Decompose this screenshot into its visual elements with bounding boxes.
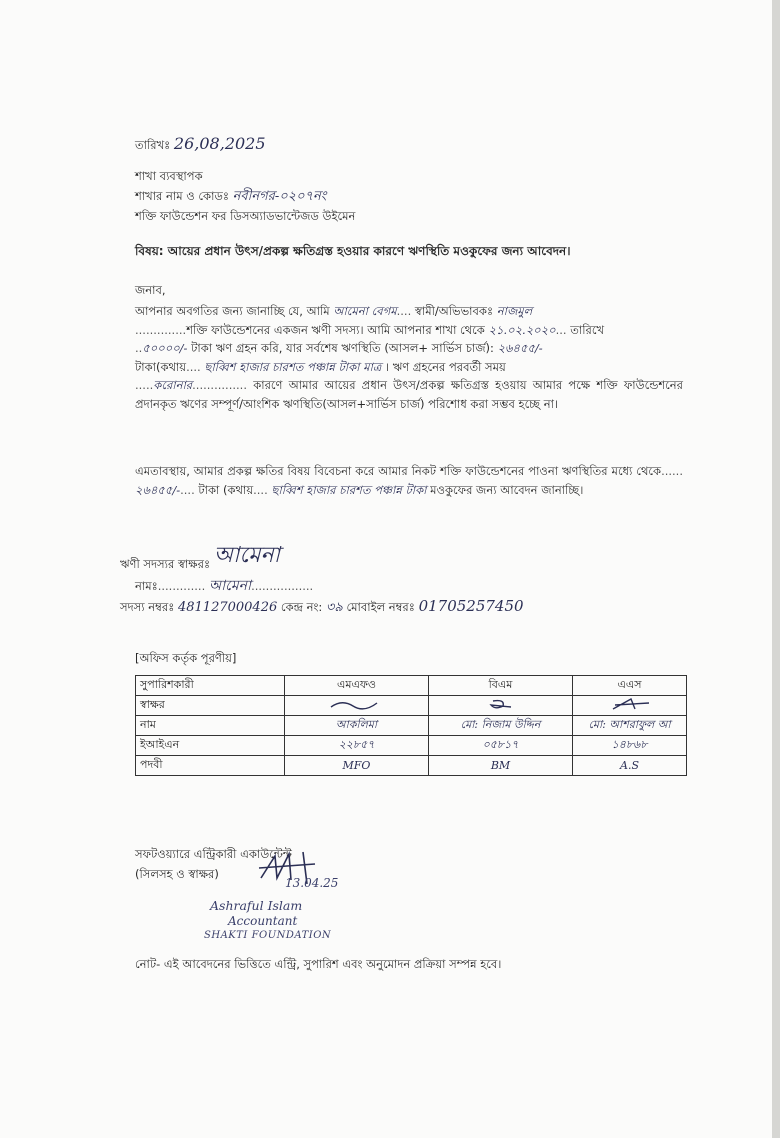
- p1-text-a: আপনার অবগতির জন্য জানাচ্ছি যে, আমি: [135, 304, 330, 318]
- p1-text-e: টাকা(কথায়: [135, 359, 187, 374]
- stamp-name: Ashraful Islam: [210, 898, 303, 913]
- page-edge: [772, 0, 780, 1138]
- p1-text-g: কারণে আমার আয়ের প্রধান উৎস/প্রকল্প ক্ষতিগ্রস্ত হওয়ায় আমার পক্ষে শক্তি ফাউন্ডেশনের প্রদানকৃত ঋণের সম্পূর্ণ/আংশিক ঋণস্থিতি(আসল+সার্ভিস চার্জ) পরিশোধ করা সম্ভব হচ্ছে না।: [135, 378, 683, 411]
- office-caption: [অফিস কর্তৃক পূরণীয়]: [135, 651, 237, 665]
- ein-as: ১৪৮৬৮: [573, 736, 687, 756]
- header-recommender: সুপারিশকারী: [136, 676, 285, 696]
- body-paragraph-1: আপনার অবগতির জন্য জানাচ্ছি যে, আমি আমেনা বেগম.... স্বামী/অভিভাবকঃ নাজমুল ..............শক্তি ফাউন্ডেশনের একজন ঋণী সদস্য। আমি আপনার শাখা থেকে ২১.০২.২০২০... তারিখে ..৫০০০০/- টাকা ঋণ গ্রহন করি, যার সর্বশেষ ঋণস্থিতি (আসল+ সার্ভিস চার্জ): ২৬৪৫৫/- টাকা(কথায়.... ছাব্বিশ হাজার চারশত পঞ্চান্ন টাকা মাত্র । ঋণ গ্রহনের পরবর্তী সময় .....করোনার............... কারণে আমার আয়ের প্রধান উৎস/প্রকল্প ক্ষতিগ্রস্ত হওয়ায় আমার পক্ষে শক্তি ফাউন্ডেশনের প্রদানকৃত ঋণের সম্পূর্ণ/আংশিক ঋণস্থিতি(আসল+সার্ভিস চার্জ) পরিশোধ করা সম্ভব হচ্ছে না।: [135, 304, 683, 411]
- office-row-signature: [136, 696, 687, 716]
- header-mfo: এমএফও: [285, 676, 429, 696]
- guardian-label: স্বামী/অভিভাবকঃ: [414, 304, 494, 318]
- designation-mfo: MFO: [285, 756, 429, 776]
- outstanding-words-fill: ছাব্বিশ হাজার চারশত পঞ্চান্ন টাকা মাত্র: [204, 359, 382, 374]
- member-no-value: 481127000426: [177, 600, 278, 615]
- applicant-signature: আমেনা: [213, 543, 280, 568]
- accountant-title: সফটওয়্যারে এন্ট্রিকারী একাউন্টেন্ট: [135, 847, 292, 861]
- row-label: পদবী: [136, 756, 285, 776]
- name-as: মো: আশরাফুল আ: [573, 716, 687, 736]
- designation-as: A.S: [573, 756, 687, 776]
- org-name: শক্তি ফাউন্ডেশন ফর ডিসঅ্যাডভান্টেজড উইমেন: [135, 209, 356, 223]
- p1-text-d: টাকা ঋণ গ্রহন করি, যার সর্বশেষ ঋণস্থিতি (আসল+ সার্ভিস চার্জ):: [191, 341, 494, 355]
- reason-fill: করোনার: [153, 378, 193, 392]
- waiver-amount-fill: ২৬৪৫৫/-: [135, 482, 181, 497]
- stamp-org: SHAKTI FOUNDATION: [204, 930, 332, 941]
- signature-mfo: [285, 696, 429, 716]
- applicant-name-value: আমেনা: [208, 578, 252, 594]
- p2-text-a: এমতাবস্থায়, আমার প্রকল্প ক্ষতির বিষয় বিবেচনা করে আমার নিকট শক্তি ফাউন্ডেশনের পাওনা ঋণস্থিতির মধ্যে থেকে: [135, 464, 662, 478]
- mobile-value: 01705257450: [418, 597, 524, 615]
- body-paragraph-2: এমতাবস্থায়, আমার প্রকল্প ক্ষতির বিষয় বিবেচনা করে আমার নিকট শক্তি ফাউন্ডেশনের পাওনা ঋণস্থিতির মধ্যে থেকে...... ২৬৪৫৫/-.... টাকা (কথায়.... ছাব্বিশ হাজার চারশত পঞ্চান্ন টাকা মওকুফের জন্য আবেদন জানাচ্ছি।: [135, 464, 683, 497]
- designation-bm: BM: [429, 756, 573, 776]
- row-label: স্বাক্ষর: [136, 696, 285, 716]
- p1-text-b: শক্তি ফাউন্ডেশনের একজন ঋণী সদস্য। আমি আপনার শাখা থেকে: [186, 322, 485, 337]
- applicant-name-label: নামঃ: [135, 579, 158, 593]
- recipient-title: শাখা ব্যবস্থাপক: [135, 169, 203, 183]
- header-as: এএস: [573, 676, 687, 696]
- date-line: [135, 136, 266, 153]
- office-row-designation: [136, 756, 687, 776]
- note-line: নোট- এই আবেদনের ভিত্তিতে এন্ট্রি, সুপারিশ এবং অনুমোদন প্রক্রিয়া সম্পন্ন হবে।: [135, 957, 502, 971]
- p1-text-c: তারিখে: [570, 322, 605, 337]
- salutation: জনাব,: [135, 283, 166, 297]
- applicant-sign-label: ঋণী সদস্যর স্বাক্ষরঃ: [120, 557, 211, 571]
- branch-line: [135, 188, 326, 205]
- office-row-ein: [136, 736, 687, 756]
- header-bm: বিএম: [429, 676, 573, 696]
- loan-amount-fill: ৫০০০০/-: [142, 341, 188, 355]
- member-no-label: সদস্য নম্বরঃ: [120, 600, 175, 614]
- center-label: কেন্দ্র নং:: [280, 600, 323, 614]
- date-label: তারিখঃ: [135, 138, 171, 152]
- name-mfo: আকলিমা: [285, 716, 429, 736]
- applicant-name-line: নামঃ............. আমেনা.................: [135, 578, 314, 594]
- ein-bm: ০৫৮১৭: [429, 736, 573, 756]
- office-row-name: [136, 716, 687, 736]
- center-value: ৩৯: [325, 600, 343, 615]
- ein-mfo: ২২৮৫৭: [285, 736, 429, 756]
- member-name-fill: আমেনা বেগম: [333, 304, 397, 318]
- stamp-title: Accountant: [228, 914, 298, 928]
- accountant-subtitle: (সিলসহ ও স্বাক্ষর): [135, 867, 219, 881]
- signature-as: [573, 696, 687, 716]
- office-header-row: [136, 676, 687, 696]
- applicant-ids-line: [120, 598, 524, 616]
- outstanding-fill: ২৬৪৫৫/-: [497, 341, 543, 355]
- row-label: নাম: [136, 716, 285, 736]
- office-table: [135, 675, 687, 776]
- row-label: ইআইএন: [136, 736, 285, 756]
- branch-label: শাখার নাম ও কোডঃ: [135, 189, 230, 203]
- mobile-label: মোবাইল নম্বরঃ: [346, 600, 415, 614]
- p2-text-b: টাকা (কথায়: [198, 482, 254, 497]
- p1-text-f: । ঋণ গ্রহনের পরবর্তী সময়: [384, 359, 506, 374]
- guardian-fill: নাজমুল: [496, 304, 533, 318]
- branch-value: নবীনগর-০২০৭নং: [232, 189, 327, 204]
- applicant-sign-line: [120, 543, 280, 572]
- accountant-sign-date: 13.04.25: [285, 876, 339, 890]
- loan-date-fill: ২১.০২.২০২০: [488, 322, 556, 337]
- date-value: 26,08,2025: [173, 134, 266, 153]
- p2-text-c: মওকুফের জন্য আবেদন জানাচ্ছি।: [430, 482, 584, 497]
- subject-line: বিষয়: আয়ের প্রধান উৎস/প্রকল্প ক্ষতিগ্রস্ত হওয়ার কারণে ঋণস্থিতি মওকুফের জন্য আবেদন।: [135, 244, 571, 258]
- waiver-words-fill: ছাব্বিশ হাজার চারশত পঞ্চান্ন টাকা: [271, 482, 427, 497]
- signature-bm: [429, 696, 573, 716]
- name-bm: মো: নিজাম উদ্দিন: [429, 716, 573, 736]
